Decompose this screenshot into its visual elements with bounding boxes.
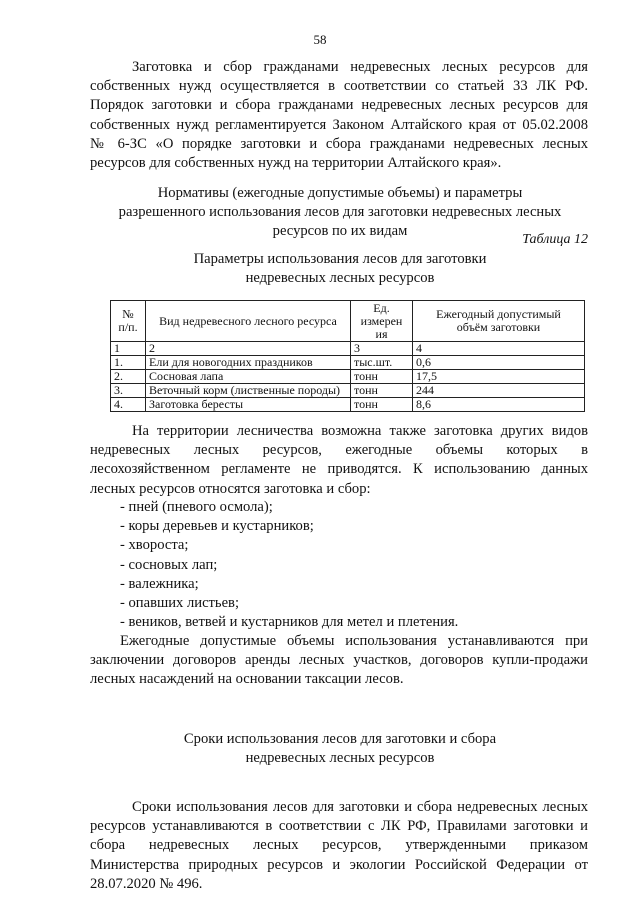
table-row xyxy=(111,384,585,398)
table-cell: 1 xyxy=(111,342,146,356)
table-cell: 4. xyxy=(111,398,146,412)
table-cell: 244 xyxy=(413,384,585,398)
heading-line: разрешенного использования лесов для заготовки недревесных лесных xyxy=(118,204,562,220)
heading-line: Сроки использования лесов для заготовки и сбора xyxy=(183,731,497,747)
table-cell: 8,6 xyxy=(413,398,585,412)
table-cell: 2. xyxy=(111,370,146,384)
header-annual-volume: Ежегодный допустимый объём заготовки xyxy=(413,301,585,342)
table-cell: 4 xyxy=(413,342,585,356)
parameters-table xyxy=(110,300,585,412)
table-row xyxy=(111,370,585,384)
text-line: лесных насаждений на основании таксации лесов. xyxy=(90,671,404,688)
heading-line: Параметры использования лесов для заготовки xyxy=(193,251,487,267)
section-heading-terms xyxy=(70,730,610,768)
text-line: ресурсов для собственных нужд на территории Алтайского края». xyxy=(90,155,502,172)
table-row xyxy=(111,356,585,370)
table-caption: Таблица 12 xyxy=(522,232,588,247)
table-title xyxy=(70,250,610,288)
terms-paragraph xyxy=(90,798,588,894)
text-line: 28.07.2020 № 496. xyxy=(90,875,203,892)
text-line: лесных ресурсов относятся заготовка и сбор: xyxy=(90,480,371,497)
table-cell: 1. xyxy=(111,356,146,370)
text-line: Ежегодные допустимые объемы использования устанавливаются при xyxy=(120,633,588,649)
text-line: Министерства природных ресурсов и экологии Российской Федерации от xyxy=(90,856,588,873)
text-line: ресурсов устанавливаются в соответствии с ЛК РФ, Правилами заготовки и xyxy=(90,818,588,835)
list-item: - валежника; xyxy=(120,575,199,592)
table-row xyxy=(111,342,585,356)
table-cell: тонн xyxy=(351,398,413,412)
heading-line: недревесных лесных ресурсов xyxy=(245,270,435,286)
heading-line: ресурсов по их видам xyxy=(272,223,408,239)
list-item: - пней (пневого осмола); xyxy=(120,499,273,515)
table-cell: тонн xyxy=(351,370,413,384)
table-cell: Сосновая лапа xyxy=(146,370,351,384)
table-cell: Веточный корм (лиственные породы) xyxy=(146,384,351,398)
table-header-row xyxy=(111,301,585,342)
intro-paragraph xyxy=(90,58,588,173)
table-cell: 2 xyxy=(146,342,351,356)
table-cell: 3. xyxy=(111,384,146,398)
table-cell: тонн xyxy=(351,384,413,398)
table-row xyxy=(111,398,585,412)
text-line: № 6-ЗС «О порядке заготовки и сбора гражданами недревесных лесных xyxy=(90,135,588,152)
text-line: недревесных лесных ресурсов, ежегодные объемы которых в xyxy=(90,442,588,459)
header-resource-type: Вид недревесного лесного ресурса xyxy=(146,301,351,342)
other-resources-paragraph xyxy=(90,422,588,499)
heading-line: недревесных лесных ресурсов xyxy=(245,750,435,766)
text-line: собственных нужд осуществляется в соответствии со статьей 33 ЛК РФ. xyxy=(90,78,588,95)
text-line: лесохозяйственном регламенте не приводятся. К использованию данных xyxy=(90,461,588,478)
annual-volumes-paragraph xyxy=(90,632,588,690)
table-cell: Заготовка бересты xyxy=(146,398,351,412)
text-line: Сроки использования лесов для заготовки и сбора недревесных лесных xyxy=(132,799,588,815)
resource-list xyxy=(120,498,458,632)
header-unit: Ед. измерен ия xyxy=(351,301,413,342)
text-line: На территории лесничества возможна также заготовка других видов xyxy=(132,423,588,439)
table-cell: 0,6 xyxy=(413,356,585,370)
table-cell: Ели для новогодних праздников xyxy=(146,356,351,370)
list-item: - опавших листьев; xyxy=(120,595,240,612)
text-line: Порядок заготовки и сбора гражданами недревесных лесных ресурсов для xyxy=(90,97,588,114)
list-item: - веников, ветвей и кустарников для метел и плетения. xyxy=(120,614,459,631)
table-cell: тыс.шт. xyxy=(351,356,413,370)
list-item: - коры деревьев и кустарников; xyxy=(120,518,314,535)
heading-line: Нормативы (ежегодные допустимые объемы) и параметры xyxy=(157,185,523,201)
text-line: Заготовка и сбор гражданами недревесных лесных ресурсов для xyxy=(132,59,588,75)
page-number: 58 xyxy=(313,32,327,47)
table-cell: 3 xyxy=(351,342,413,356)
text-line: собственных нужд регламентируется Законом Алтайского края от 05.02.2008 xyxy=(90,116,588,133)
list-item: - хвороста; xyxy=(120,537,189,554)
text-line: заключении договоров аренды лесных участков, договоров купли-продажи xyxy=(90,652,588,669)
list-item: - сосновых лап; xyxy=(120,556,218,573)
header-number: № п/п. xyxy=(111,301,146,342)
table-cell: 17,5 xyxy=(413,370,585,384)
text-line: сбора недревесных лесных ресурсов, утвержденными приказом xyxy=(90,837,588,854)
